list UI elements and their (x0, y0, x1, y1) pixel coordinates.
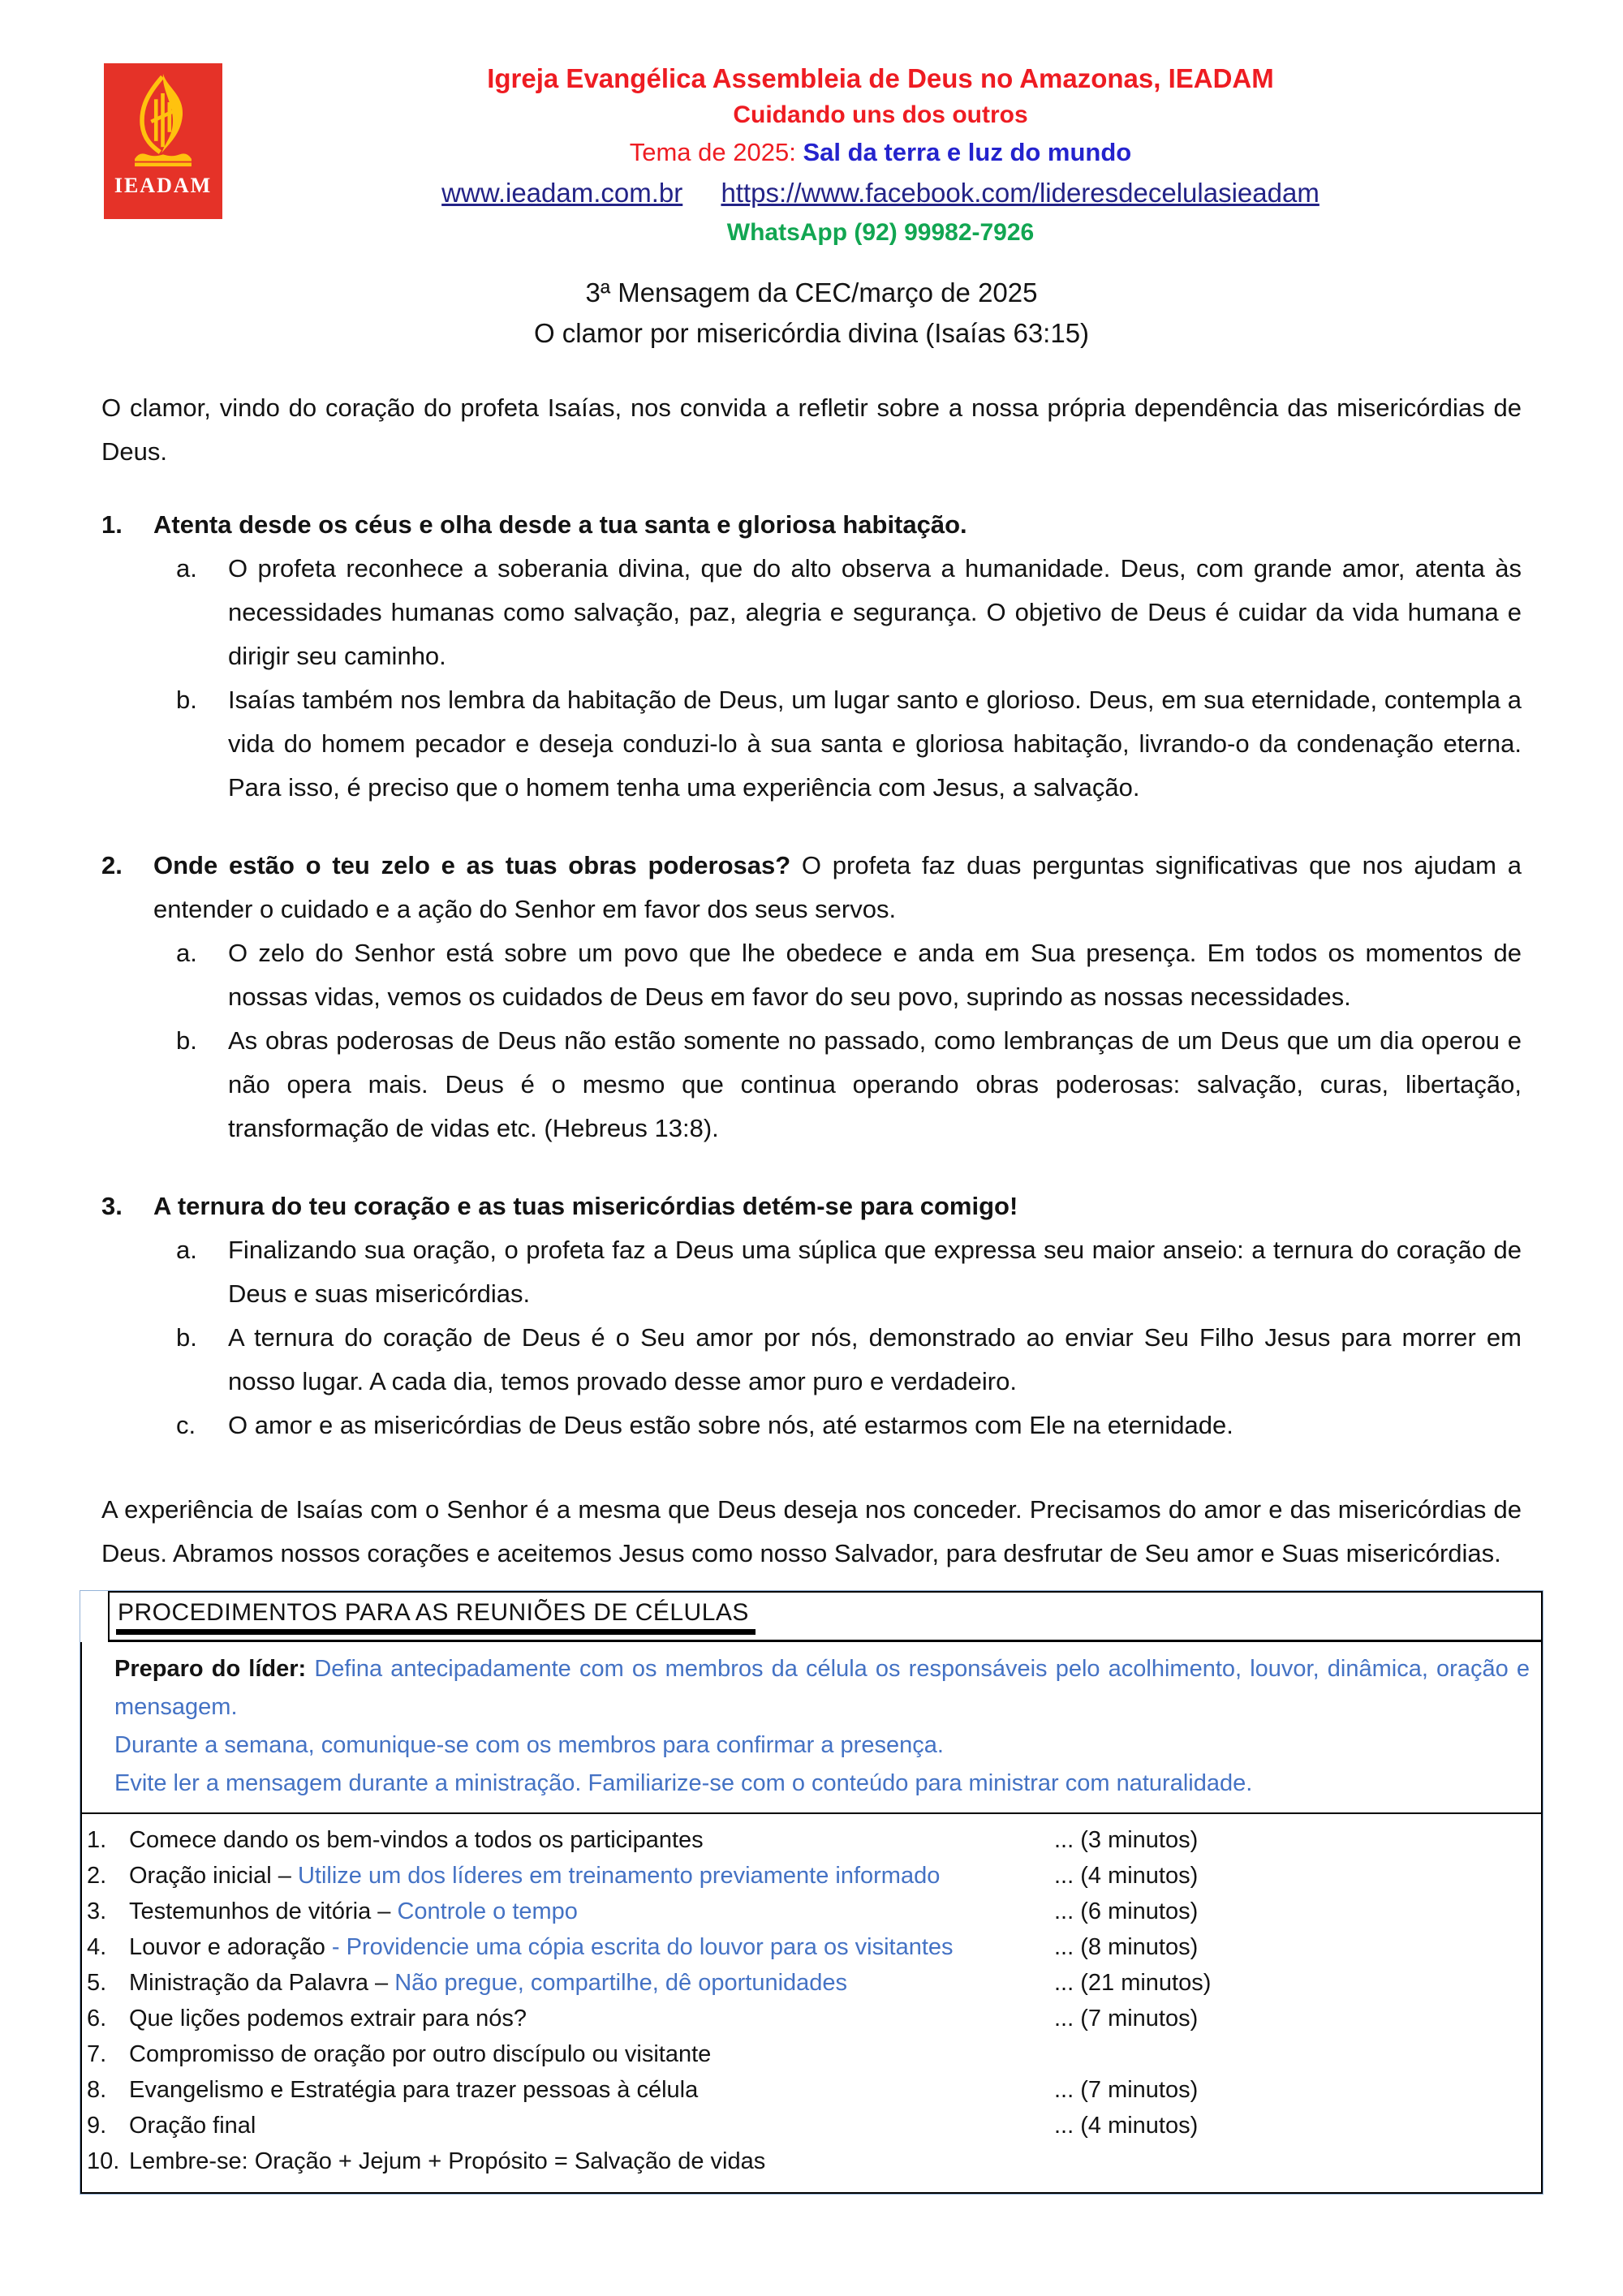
step-number: 2. (87, 1863, 107, 1889)
whatsapp-number: WhatsApp (92) 99982-7926 (726, 219, 1035, 246)
steps-list (82, 1814, 1541, 2192)
section-number: 1. (101, 510, 123, 539)
logo-text: IEADAM (114, 174, 213, 197)
step-text-blue: - Providencie uma cópia escrita do louvor para os visitantes (331, 1934, 954, 1960)
church-logo (104, 63, 222, 219)
step-row (87, 2072, 1535, 2108)
list-item (176, 1019, 1522, 1150)
section (101, 844, 1522, 1150)
step-text-blue: Utilize um dos líderes em treinamento previamente informado (297, 1863, 941, 1889)
section-number: 3. (101, 1192, 123, 1220)
item-text: A ternura do coração de Deus é o Seu amor por nós, demonstrado ao enviar Seu Filho Jesus para morrer em nosso lugar. A cada dia, temos provado desse amor puro e verdadeiro. (228, 1323, 1522, 1395)
item-letter: a. (176, 554, 197, 583)
step-row (87, 1965, 1535, 2001)
section-heading (153, 844, 1522, 931)
links-line (195, 172, 1566, 214)
list-item (176, 1228, 1522, 1316)
step-time: ... (3 minutos) (1054, 1827, 1199, 1853)
list-item (176, 931, 1522, 1019)
item-text: O amor e as misericórdias de Deus estão sobre nós, até estarmos com Ele na eternidade. (228, 1411, 1233, 1439)
step-number: 6. (87, 2006, 107, 2032)
step-time: ... (8 minutos) (1054, 1934, 1199, 1960)
step-time: ... (4 minutos) (1054, 1863, 1199, 1889)
step-number: 10. (87, 2148, 120, 2174)
procedures-table (80, 1590, 1543, 2195)
section-heading-row (101, 503, 1522, 547)
step-text-black: Louvor e adoração (129, 1934, 332, 1960)
step-row (87, 1929, 1535, 1965)
step-text (129, 1894, 1054, 1929)
item-text: As obras poderosas de Deus não estão somente no passado, como lembranças de um Deus que um dia operou e não opera mais. Deus é o mesmo que continua operando obras poderosas: salvação, curas, libertação, transformação de vidas etc. (Hebreus 13:8). (228, 1026, 1522, 1142)
facebook-link[interactable]: https://www.facebook.com/lideresdecelulasieadam (721, 178, 1319, 208)
item-letter: b. (176, 1026, 197, 1055)
section-number: 2. (101, 851, 123, 879)
message-body (0, 386, 1623, 1576)
theme-label: Tema de 2025: (629, 138, 796, 166)
section-heading (153, 503, 1522, 547)
step-row (87, 2108, 1535, 2143)
step-text-black: Oração final (129, 2113, 256, 2139)
step-text (129, 1929, 1054, 1965)
org-name: Igreja Evangélica Assembleia de Deus no Amazonas, IEADAM (487, 63, 1274, 93)
step-text-black: Comece dando os bem-vindos a todos os participantes (129, 1827, 704, 1853)
step-row (87, 2143, 1535, 2179)
item-text: O zelo do Senhor está sobre um povo que lhe obedece e anda em Sua presença. Em todos os momentos de nossas vidas, vemos os cuidados de Deus em favor do seu povo, suprindo as nossas necessidades. (228, 939, 1522, 1011)
item-letter: b. (176, 1323, 197, 1352)
procedures-body (80, 1642, 1543, 2194)
section (101, 1185, 1522, 1447)
step-text (129, 2108, 1054, 2143)
message-title-block (0, 273, 1623, 354)
section-heading-bold: Onde estão o teu zelo e as tuas obras poderosas? (153, 851, 791, 879)
theme-line (195, 133, 1566, 172)
step-text-black: Testemunhos de vitória – (129, 1898, 398, 1924)
section-heading-row (101, 844, 1522, 931)
section-heading-bold: Atenta desde os céus e olha desde a tua santa e gloriosa habitação. (153, 510, 967, 539)
step-number: 9. (87, 2113, 107, 2139)
list-item (176, 1316, 1522, 1404)
prep-label: Preparo do líder: (114, 1656, 307, 1682)
step-text (129, 1822, 1054, 1858)
item-text: Finalizando sua oração, o profeta faz a Deus uma súplica que expressa seu maior anseio: a ternura do coração de Deus e suas misericórdias. (228, 1236, 1522, 1308)
list-item (176, 1404, 1522, 1447)
step-time: ... (4 minutos) (1054, 2113, 1199, 2139)
section-heading-bold: A ternura do teu coração e as tuas misericórdias detém-se para comigo! (153, 1192, 1018, 1220)
step-number: 3. (87, 1898, 107, 1924)
step-number: 8. (87, 2077, 107, 2103)
step-time (1054, 2036, 1535, 2072)
step-text (129, 2072, 1054, 2108)
step-row (87, 1894, 1535, 1929)
sections-container (101, 503, 1522, 1447)
step-number: 5. (87, 1970, 107, 1996)
step-number: 4. (87, 1934, 107, 1960)
step-text (129, 2001, 1054, 2036)
step-text-blue: Controle o tempo (397, 1898, 578, 1924)
step-text-black: Lembre-se: Oração + Jejum + Propósito = Salvação de vidas (129, 2148, 766, 2174)
item-text: Isaías também nos lembra da habitação de Deus, um lugar santo e glorioso. Deus, em sua eternidade, contempla a vida do homem pecador e deseja conduzi-lo à sua santa e gloriosa habitação, livrando-o da condenação eterna. Para isso, é preciso que o homem tenha uma experiência com Jesus, a salvação. (228, 686, 1522, 802)
item-letter: b. (176, 686, 197, 714)
prep-text: Defina antecipadamente com os membros da célula os responsáveis pelo acolhimento, louvor, dinâmica, oração e mensagem. (114, 1656, 1530, 1720)
leader-prep-cell (82, 1642, 1541, 1814)
item-letter: a. (176, 939, 197, 967)
step-text-black: Ministração da Palavra – (129, 1970, 395, 1996)
step-row (87, 1858, 1535, 1894)
step-text-blue: Não pregue, compartilhe, dê oportunidades (394, 1970, 848, 1996)
step-text-black: Compromisso de oração por outro discípulo ou visitante (129, 2041, 712, 2067)
section-heading-row (101, 1185, 1522, 1228)
step-time (1054, 2143, 1535, 2179)
step-number: 7. (87, 2041, 107, 2067)
step-row (87, 1822, 1535, 1858)
flame-book-icon (126, 70, 200, 172)
message-title: 3ª Mensagem da CEC/março de 2025 (585, 277, 1038, 307)
step-text (129, 1965, 1054, 2001)
org-motto: Cuidando uns dos outros (733, 101, 1028, 128)
item-letter: a. (176, 1236, 197, 1264)
procedures-header-row (108, 1591, 1543, 1642)
step-number: 1. (87, 1827, 107, 1853)
step-time: ... (7 minutos) (1054, 2077, 1199, 2103)
prep-line (114, 1650, 1530, 1726)
procedures-title: PROCEDIMENTOS PARA AS REUNIÕES DE CÉLULAS (116, 1599, 756, 1635)
list-item (176, 547, 1522, 678)
step-text-black: Que lições podemos extrair para nós? (129, 2006, 527, 2032)
prep-line: Evite ler a mensagem durante a ministração. Familiarize-se com o conteúdo para ministrar com naturalidade. (114, 1770, 1253, 1796)
step-text (129, 2036, 1054, 2072)
website-link[interactable]: www.ieadam.com.br (441, 178, 683, 208)
list-item (176, 678, 1522, 810)
item-letter: c. (176, 1411, 196, 1439)
section-heading-rest: O profeta faz duas perguntas significativas que nos ajudam a entender o cuidado e a ação do Senhor em favor dos seus servos. (153, 851, 1522, 923)
step-row (87, 2001, 1535, 2036)
letterhead (195, 60, 1566, 252)
prep-line: Durante a semana, comunique-se com os membros para confirmar a presença. (114, 1732, 944, 1758)
section-heading (153, 1185, 1522, 1228)
step-time: ... (6 minutos) (1054, 1898, 1199, 1924)
step-row (87, 2036, 1535, 2072)
step-time: ... (7 minutos) (1054, 2006, 1199, 2032)
step-time: ... (21 minutos) (1054, 1970, 1212, 1996)
item-text: O profeta reconhece a soberania divina, que do alto observa a humanidade. Deus, com grande amor, atenta às necessidades humanas como salvação, paz, alegria e segurança. O objetivo de Deus é cuidar da vida humana e dirigir seu caminho. (228, 554, 1522, 670)
message-subtitle: O clamor por misericórdia divina (Isaías 63:15) (533, 318, 1090, 348)
intro-paragraph: O clamor, vindo do coração do profeta Isaías, nos convida a refletir sobre a nossa própria dependência das misericórdias de Deus. (101, 393, 1522, 466)
step-text (129, 2143, 1054, 2179)
section (101, 503, 1522, 810)
step-text (129, 1858, 1054, 1894)
step-text-black: Evangelismo e Estratégia para trazer pessoas à célula (129, 2077, 699, 2103)
step-text-black: Oração inicial – (129, 1863, 298, 1889)
closing-paragraph: A experiência de Isaías com o Senhor é a mesma que Deus deseja nos conceder. Precisamos do amor e das misericórdias de Deus. Abramos nossos corações e aceitemos Jesus como nosso Salvador, para desfrutar de Seu amor e Suas misericórdias. (101, 1495, 1522, 1567)
theme-value: Sal da terra e luz do mundo (803, 138, 1132, 166)
